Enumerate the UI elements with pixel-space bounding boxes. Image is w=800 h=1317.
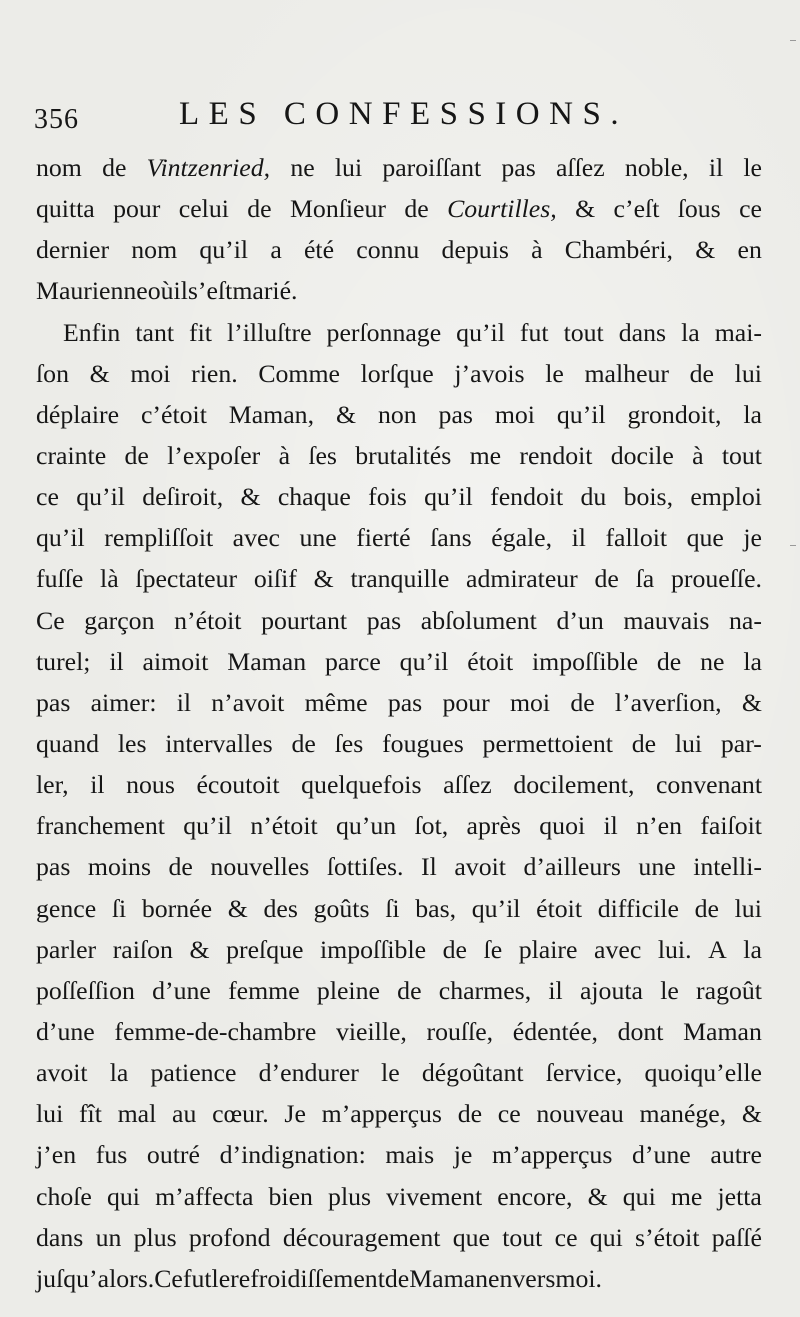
text-line: qu’il rempliſſoit avec une fierté ſans égale, il falloit que je <box>36 523 762 553</box>
running-head <box>34 96 760 136</box>
text-line: ce qu’il deſiroit, & chaque fois qu’il fendoit du bois, emploi <box>36 482 762 512</box>
paragraph <box>36 318 762 1305</box>
text-line: nom de Vintzenried, ne lui paroiſſant pas aſſez noble, il le <box>36 153 762 182</box>
text-line: pas moins de nouvelles ſottiſes. Il avoit d’ailleurs une intelli- <box>36 852 762 882</box>
text-line: quitta pour celui de Monſieur de Courtilles, & c’eſt ſous ce <box>36 194 762 224</box>
text-line: ſon & moi rien. Comme lorſque j’avois le malheur de lui <box>36 358 762 388</box>
text-line: j’en fus outré d’indignation: mais je m’apperçus d’une autre <box>36 1140 762 1170</box>
margin-mark <box>790 545 796 546</box>
text-line: Maurienne où il s’eſt marié. <box>36 276 298 306</box>
text-line: d’une femme-de-chambre vieille, rouſſe, édentée, dont Maman <box>36 1016 762 1046</box>
text-line: juſqu’alors. Ce fut le refroidiſſement de Maman envers moi. <box>36 1263 602 1293</box>
page-number: 356 <box>34 104 79 135</box>
text-line: Ce garçon n’étoit pourtant pas abſolument d’un mauvais na- <box>36 605 762 635</box>
text-line: dans un plus profond découragement que tout ce qui s’étoit paſſé <box>36 1222 762 1252</box>
text-line: fuſſe là ſpectateur oiſif & tranquille admirateur de ſa proueſſe. <box>36 564 762 594</box>
margin-mark <box>790 40 796 41</box>
text-line: quand les intervalles de ſes fougues permettoient de lui par- <box>36 728 762 758</box>
running-title: LES CONFESSIONS. <box>179 96 629 132</box>
text-line: turel; il aimoit Maman parce qu’il étoit impoſſible de ne la <box>36 646 762 676</box>
text-line: ler, il nous écoutoit quelquefois aſſez docilement, convenant <box>36 770 762 800</box>
text-line: franchement qu’il n’étoit qu’un ſot, après quoi il n’en faiſoit <box>36 811 762 841</box>
text-line: crainte de l’expoſer à ſes brutalités me rendoit docile à tout <box>36 440 762 470</box>
body-text <box>36 153 762 1305</box>
text-line: Enfin tant fit l’illuſtre perſonnage qu’il fut tout dans la mai- <box>63 317 762 347</box>
text-line: pas aimer: il n’avoit même pas pour moi de l’averſion, & <box>36 687 762 717</box>
text-line: déplaire c’étoit Maman, & non pas moi qu’il grondoit, la <box>36 399 762 429</box>
text-line: avoit la patience d’endurer le dégoûtant ſervice, quoiqu’elle <box>36 1058 762 1088</box>
text-line: dernier nom qu’il a été connu depuis à Chambéri, & en <box>36 235 762 265</box>
paragraph <box>36 153 762 318</box>
text-line: poſſeſſion d’une femme pleine de charmes, il ajouta le ragoût <box>36 975 762 1005</box>
text-line: parler raiſon & preſque impoſſible de ſe plaire avec lui. A la <box>36 934 762 964</box>
text-line: gence ſi bornée & des goûts ſi bas, qu’il étoit difficile de lui <box>36 893 762 923</box>
text-line: lui fît mal au cœur. Je m’apperçus de ce nouveau manége, & <box>36 1099 762 1129</box>
text-line: choſe qui m’affecta bien plus vivement encore, & qui me jetta <box>36 1181 762 1211</box>
